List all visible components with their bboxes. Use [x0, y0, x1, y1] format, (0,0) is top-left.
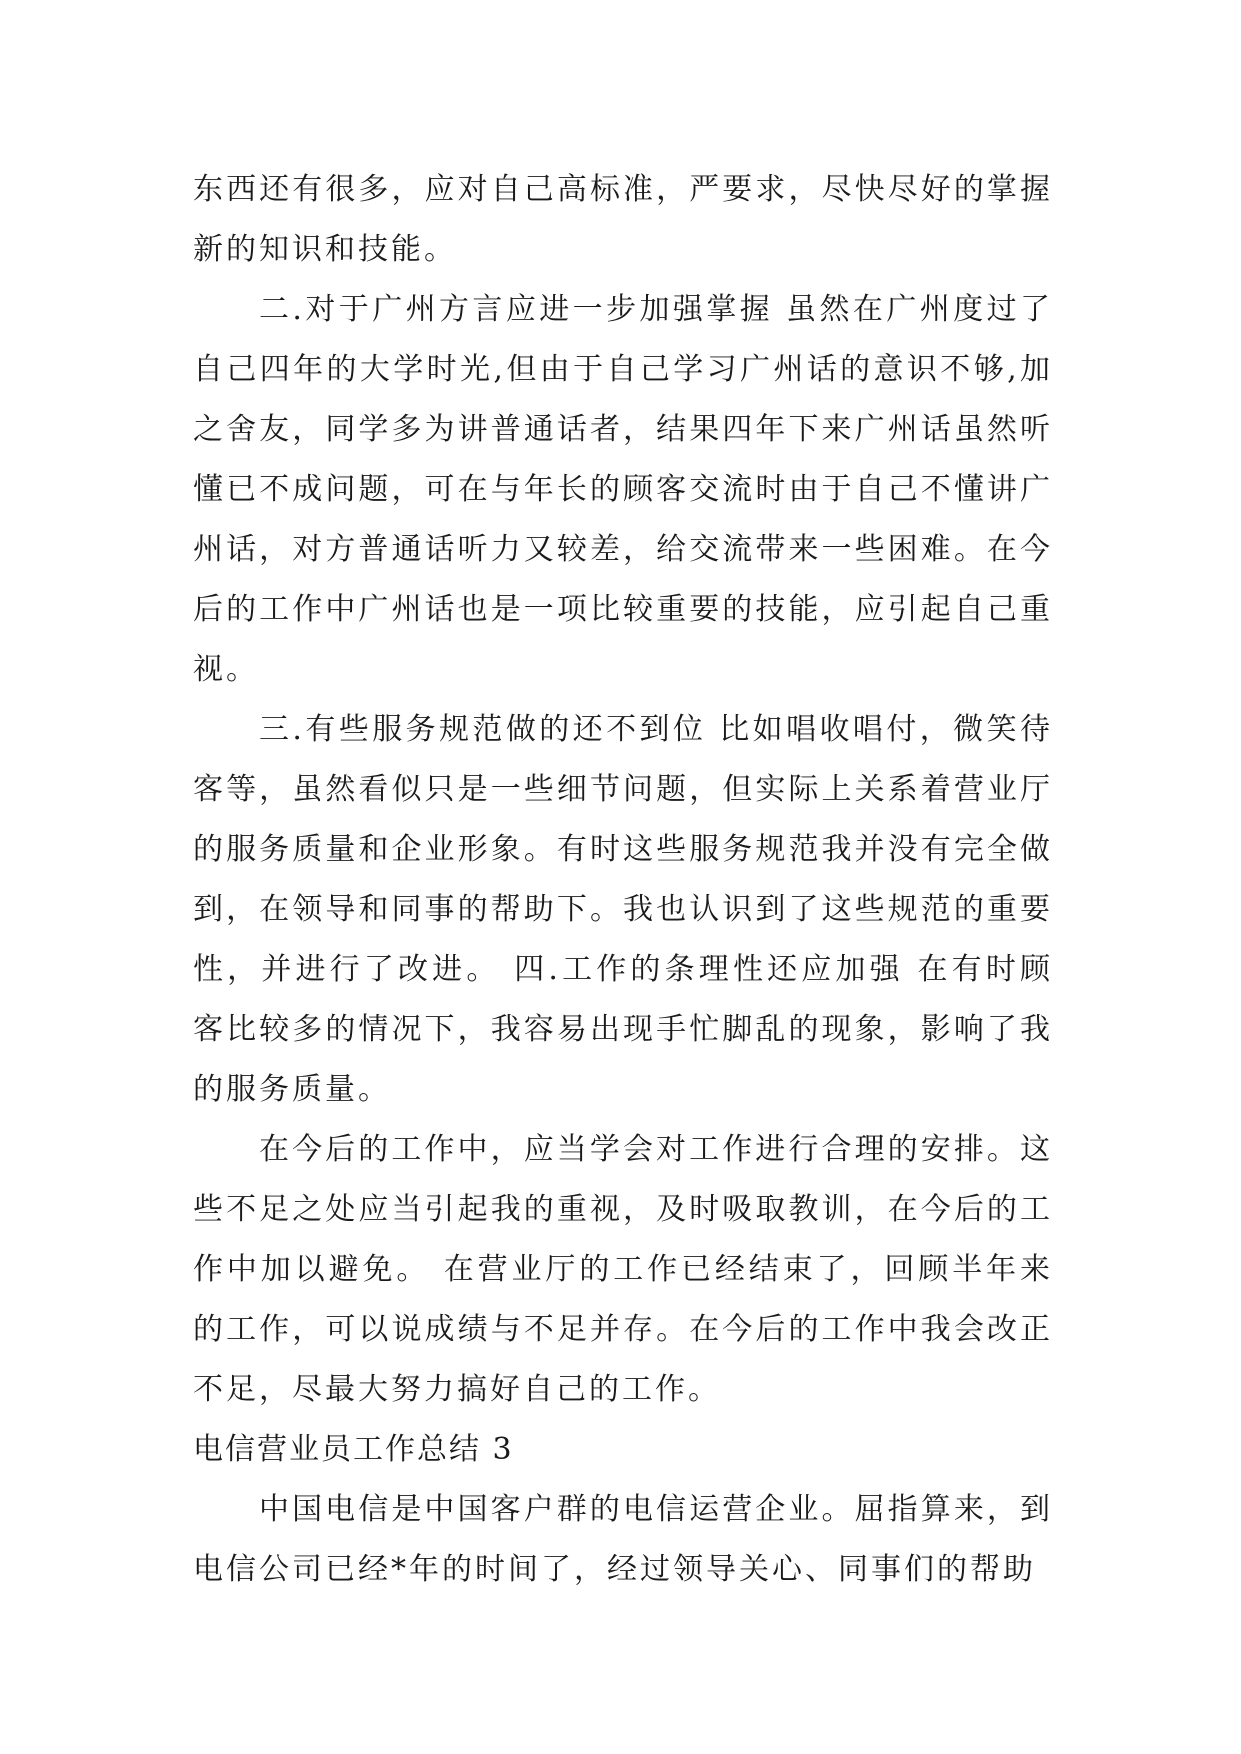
paragraph-point-three: 三.有些服务规范做的还不到位 比如唱收唱付，微笑待客等，虽然看似只是一些细节问题，但实际上关系着营业厅的服务质量和企业形象。有时这些服务规范我并没有完全做到，在领导和同事的帮助下。我也认识到了这些规范的重要性，并进行了改进。 四.工作的条理性还应加强 在有时顾客比较多的情况下，我容易出现手忙脚乱的现象，影响了我的服务质量。	[193, 712, 1053, 1107]
document-body	[193, 160, 1053, 1600]
paragraph-continuation: 东西还有很多，应对自己高标准，严要求，尽快尽好的掌握新的知识和技能。	[193, 172, 1053, 267]
paragraph-point-two: 二.对于广州方言应进一步加强掌握 虽然在广州度过了自己四年的大学时光,但由于自己学习广州话的意识不够,加之舍友，同学多为讲普通话者，结果四年下来广州话虽然听懂已不成问题，可在与年长的顾客交流时由于自己不懂讲广州话，对方普通话听力又较差，给交流带来一些困难。在今后的工作中广州话也是一项比较重要的技能，应引起自己重视。	[193, 292, 1053, 687]
section-heading: 电信营业员工作总结 3	[193, 1432, 514, 1467]
paragraph-intro: 中国电信是中国客户群的电信运营企业。屈指算来，到电信公司已经*年的时间了，经过领导关心、同事们的帮助	[193, 1492, 1053, 1587]
paragraph-conclusion: 在今后的工作中，应当学会对工作进行合理的安排。这些不足之处应当引起我的重视，及时吸取教训，在今后的工作中加以避免。 在营业厅的工作已经结束了，回顾半年来的工作，可以说成绩与不足并存。在今后的工作中我会改正不足，尽最大努力搞好自己的工作。	[193, 1132, 1053, 1407]
